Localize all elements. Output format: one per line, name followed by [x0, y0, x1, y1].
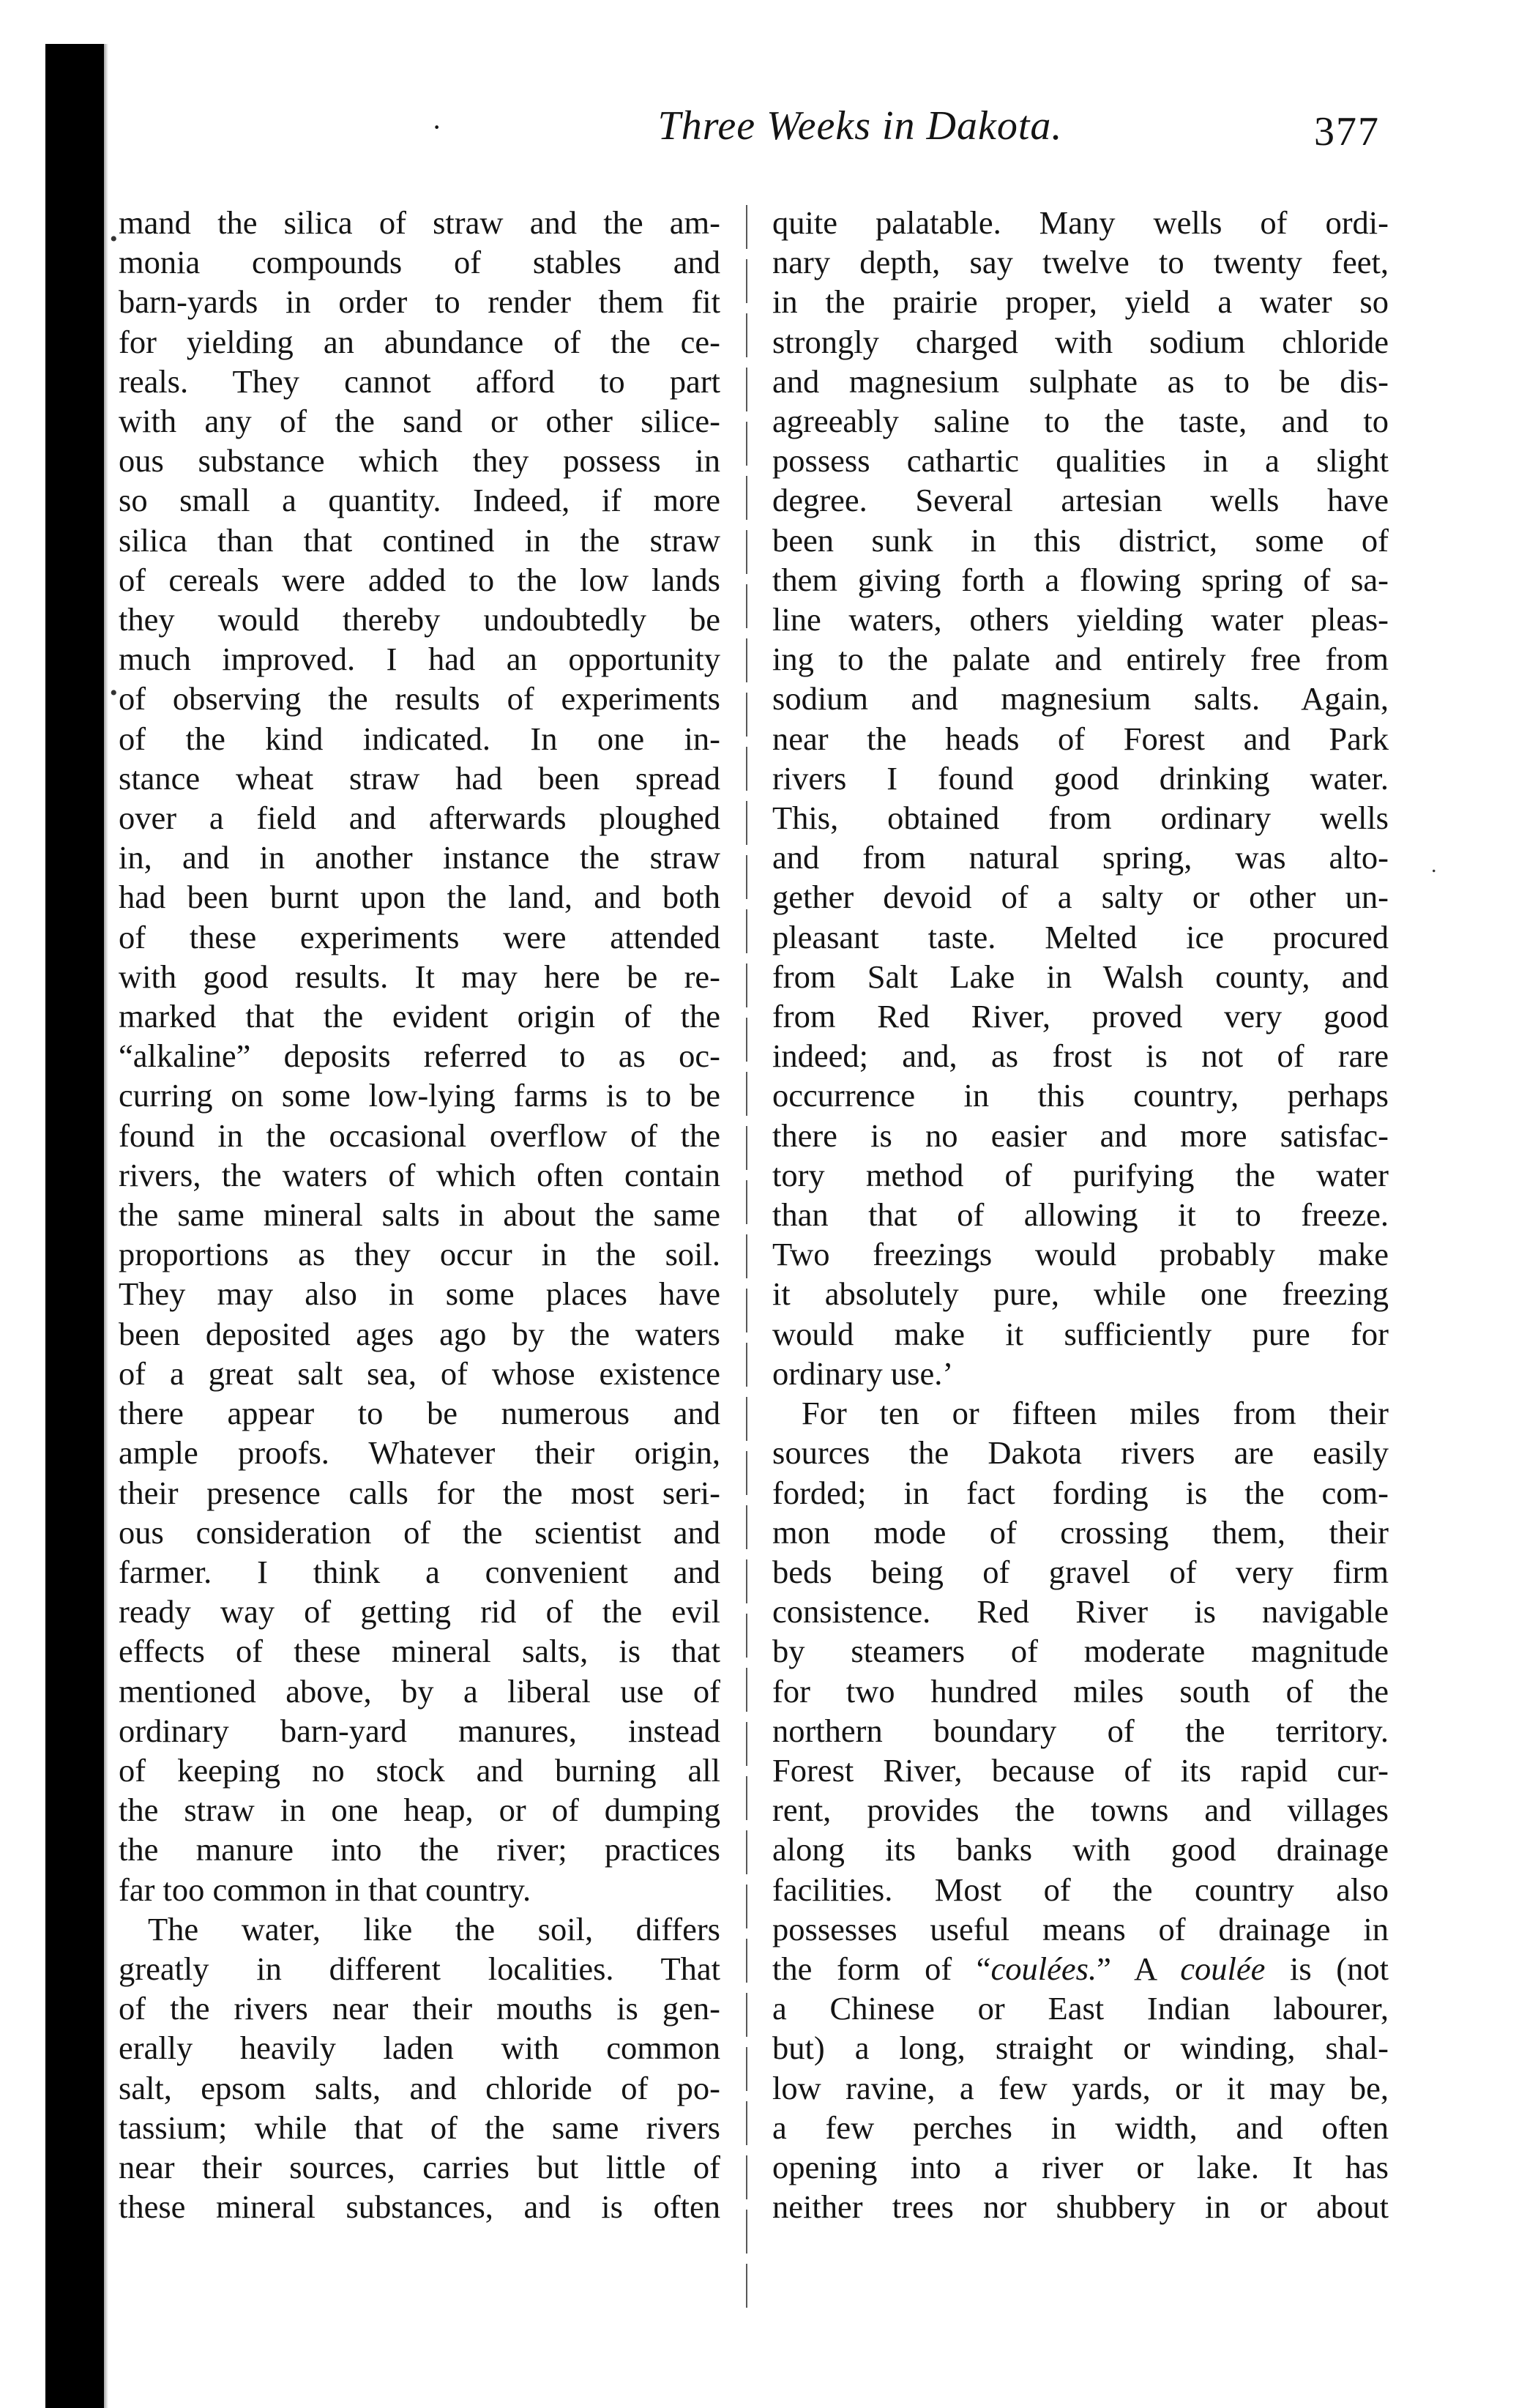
text-line: curring on some low-lying farms is to be: [119, 1077, 720, 1114]
text-line: found in the occasional overflow of the: [119, 1117, 720, 1154]
right-column: [772, 203, 1389, 2226]
text-line: much improved. I had an opportunity: [119, 641, 720, 678]
text-line: mentioned above, by a liberal use of: [119, 1672, 720, 1710]
text-line: there appear to be numerous and: [119, 1395, 720, 1432]
text-line: ample proofs. Whatever their origin,: [119, 1434, 720, 1472]
text-line: strongly charged with sodium chloride: [772, 323, 1389, 360]
paragraph-start-line: The water, like the soil, differs: [148, 1910, 720, 1947]
text-line: Forest River, because of its rapid cur-: [772, 1751, 1389, 1789]
text-line: barn-yards in order to render them fit: [119, 283, 720, 321]
text-line: near their sources, carries but little of: [119, 2148, 720, 2185]
text-line: the same mineral salts in about the same: [119, 1196, 720, 1234]
text-line: ing to the palate and entirely free from: [772, 641, 1389, 678]
text-line: but) a long, straight or winding, shal-: [772, 2029, 1389, 2067]
text-line: and magnesium sulphate as to be dis-: [772, 362, 1389, 400]
text-line: marked that the evident origin of the: [119, 998, 720, 1035]
text-line: opening into a river or lake. It has: [772, 2148, 1389, 2185]
text-run: is (not: [1265, 1950, 1389, 1987]
text-line: near the heads of Forest and Park: [772, 720, 1389, 757]
text-line: of observing the results of experiments: [119, 680, 720, 717]
paragraph-end-line: far too common in that country.: [119, 1871, 531, 1908]
text-line: salt, epsom salts, and chloride of po-: [119, 2069, 720, 2106]
text-line: from Red River, proved very good: [772, 998, 1389, 1035]
italic-term-coulees: coulées.: [990, 1950, 1097, 1987]
text-line: erally heavily laden with common: [119, 2029, 720, 2067]
text-line: agreeably saline to the taste, and to: [772, 403, 1389, 440]
text-line: tory method of purifying the water: [772, 1156, 1389, 1193]
running-head-title: Three Weeks in Dakota.: [657, 103, 1063, 149]
text-line: from Salt Lake in Walsh county, and: [772, 958, 1389, 995]
text-line: in the prairie proper, yield a water so: [772, 283, 1389, 321]
left-column: [119, 203, 720, 2226]
text-line: neither trees nor shubbery in or about: [772, 2188, 1389, 2226]
text-line: been deposited ages ago by the waters: [119, 1315, 720, 1352]
page-number: 377: [1314, 109, 1380, 154]
text-line: rent, provides the towns and villages: [772, 1792, 1389, 1829]
text-line: pleasant taste. Melted ice procured: [772, 918, 1389, 955]
text-line: of keeping no stock and burning all: [119, 1751, 720, 1789]
paragraph-end-line: ordinary use.’: [772, 1354, 954, 1392]
text-line: mand the silica of straw and the am-: [119, 204, 720, 241]
text-line: consistence. Red River is navigable: [772, 1593, 1389, 1630]
text-line: along its banks with good drainage: [772, 1831, 1389, 1868]
text-line: by steamers of moderate magnitude: [772, 1633, 1389, 1670]
text-line: stance wheat straw had been spread: [119, 759, 720, 797]
text-line: reals. They cannot afford to part: [119, 362, 720, 400]
text-line: “alkaline” deposits referred to as oc-: [119, 1037, 720, 1075]
text-line: it absolutely pure, while one freezing: [772, 1275, 1389, 1313]
text-line: the straw in one heap, or of dumping: [119, 1792, 720, 1829]
text-line: there is no easier and more satisfac-: [772, 1117, 1389, 1154]
text-line: occurrence in this country, perhaps: [772, 1077, 1389, 1114]
text-line: than that of allowing it to freeze.: [772, 1196, 1389, 1234]
text-line: beds being of gravel of very firm: [772, 1553, 1389, 1590]
text-line: tassium; while that of the same rivers: [119, 2109, 720, 2146]
margin-speck: •: [110, 227, 118, 251]
text-line: possess cathartic qualities in a slight: [772, 442, 1389, 480]
text-line: facilities. Most of the country also: [772, 1871, 1389, 1908]
italic-term-coulee: coulée: [1180, 1950, 1266, 1987]
text-line: forded; in fact fording is the com-: [772, 1474, 1389, 1511]
text-line: of the rivers near their mouths is gen-: [119, 1990, 720, 2027]
text-line: rivers, the waters of which often contain: [119, 1156, 720, 1193]
text-line: their presence calls for the most seri-: [119, 1474, 720, 1511]
text-line: rivers I found good drinking water.: [772, 759, 1389, 797]
text-line: with good results. It may here be re-: [119, 958, 720, 995]
text-line: and from natural spring, was alto-: [772, 839, 1389, 876]
text-line: with any of the sand or other silice-: [119, 403, 720, 440]
text-line: had been burnt upon the land, and both: [119, 879, 720, 916]
text-line: them giving forth a flowing spring of sa-: [772, 561, 1389, 598]
scan-edge-shadow: [104, 44, 108, 2408]
text-line: line waters, others yielding water pleas-: [772, 601, 1389, 638]
text-line: greatly in different localities. That: [119, 1950, 720, 1987]
text-line: these mineral substances, and is often: [119, 2188, 720, 2226]
text-line: a Chinese or East Indian labourer,: [772, 1990, 1389, 2027]
text-line: This, obtained from ordinary wells: [772, 799, 1389, 837]
text-run: the form of “: [772, 1950, 991, 1987]
text-line: of these experiments were attended: [119, 918, 720, 955]
text-line: for yielding an abundance of the ce-: [119, 323, 720, 360]
text-line: They may also in some places have: [119, 1275, 720, 1313]
text-line: nary depth, say twelve to twenty feet,: [772, 244, 1389, 281]
text-line: sodium and magnesium salts. Again,: [772, 680, 1389, 717]
text-line: proportions as they occur in the soil.: [119, 1236, 720, 1273]
text-line: low ravine, a few yards, or it may be,: [772, 2069, 1389, 2106]
margin-speck: •: [110, 681, 118, 705]
text-line: in, and in another instance the straw: [119, 839, 720, 876]
text-run: ” A: [1097, 1950, 1181, 1987]
text-line-with-italics: [772, 1949, 1389, 1988]
text-line: for two hundred miles south of the: [772, 1672, 1389, 1710]
text-line: ous substance which they possess in: [119, 442, 720, 480]
text-line: gether devoid of a salty or other un-: [772, 879, 1389, 916]
text-line: they would thereby undoubtedly be: [119, 601, 720, 638]
paragraph-start-line: For ten or fifteen miles from their: [802, 1395, 1389, 1432]
text-line: mon mode of crossing them, their: [772, 1513, 1389, 1551]
text-line: so small a quantity. Indeed, if more: [119, 482, 720, 519]
text-line: of a great salt sea, of whose existence: [119, 1354, 720, 1392]
text-line: effects of these mineral salts, is that: [119, 1633, 720, 1670]
text-line: of the kind indicated. In one in-: [119, 720, 720, 757]
text-line: quite palatable. Many wells of ordi-: [772, 204, 1389, 241]
text-line: ous consideration of the scientist and: [119, 1513, 720, 1551]
text-line: northern boundary of the territory.: [772, 1712, 1389, 1749]
text-line: of cereals were added to the low lands: [119, 561, 720, 598]
text-line: possesses useful means of drainage in: [772, 1910, 1389, 1947]
text-line: been sunk in this district, some of: [772, 521, 1389, 559]
text-line: ordinary barn-yard manures, instead: [119, 1712, 720, 1749]
text-line: degree. Several artesian wells have: [772, 482, 1389, 519]
scan-binding-edge: [45, 44, 104, 2408]
text-line: sources the Dakota rivers are easily: [772, 1434, 1389, 1472]
text-line: ready way of getting rid of the evil: [119, 1593, 720, 1630]
text-line: indeed; and, as frost is not of rare: [772, 1037, 1389, 1075]
text-line: silica than that contined in the straw: [119, 521, 720, 559]
text-line: the manure into the river; practices: [119, 1831, 720, 1868]
text-line: monia compounds of stables and: [119, 244, 720, 281]
column-rule: [746, 205, 747, 2314]
text-line: farmer. I think a convenient and: [119, 1553, 720, 1590]
text-line: Two freezings would probably make: [772, 1236, 1389, 1273]
margin-speck: .: [1431, 853, 1437, 877]
text-line: over a field and afterwards ploughed: [119, 799, 720, 837]
text-line: a few perches in width, and often: [772, 2109, 1389, 2146]
header-ornament-dot: ·: [432, 111, 442, 143]
text-line: would make it sufficiently pure for: [772, 1315, 1389, 1352]
